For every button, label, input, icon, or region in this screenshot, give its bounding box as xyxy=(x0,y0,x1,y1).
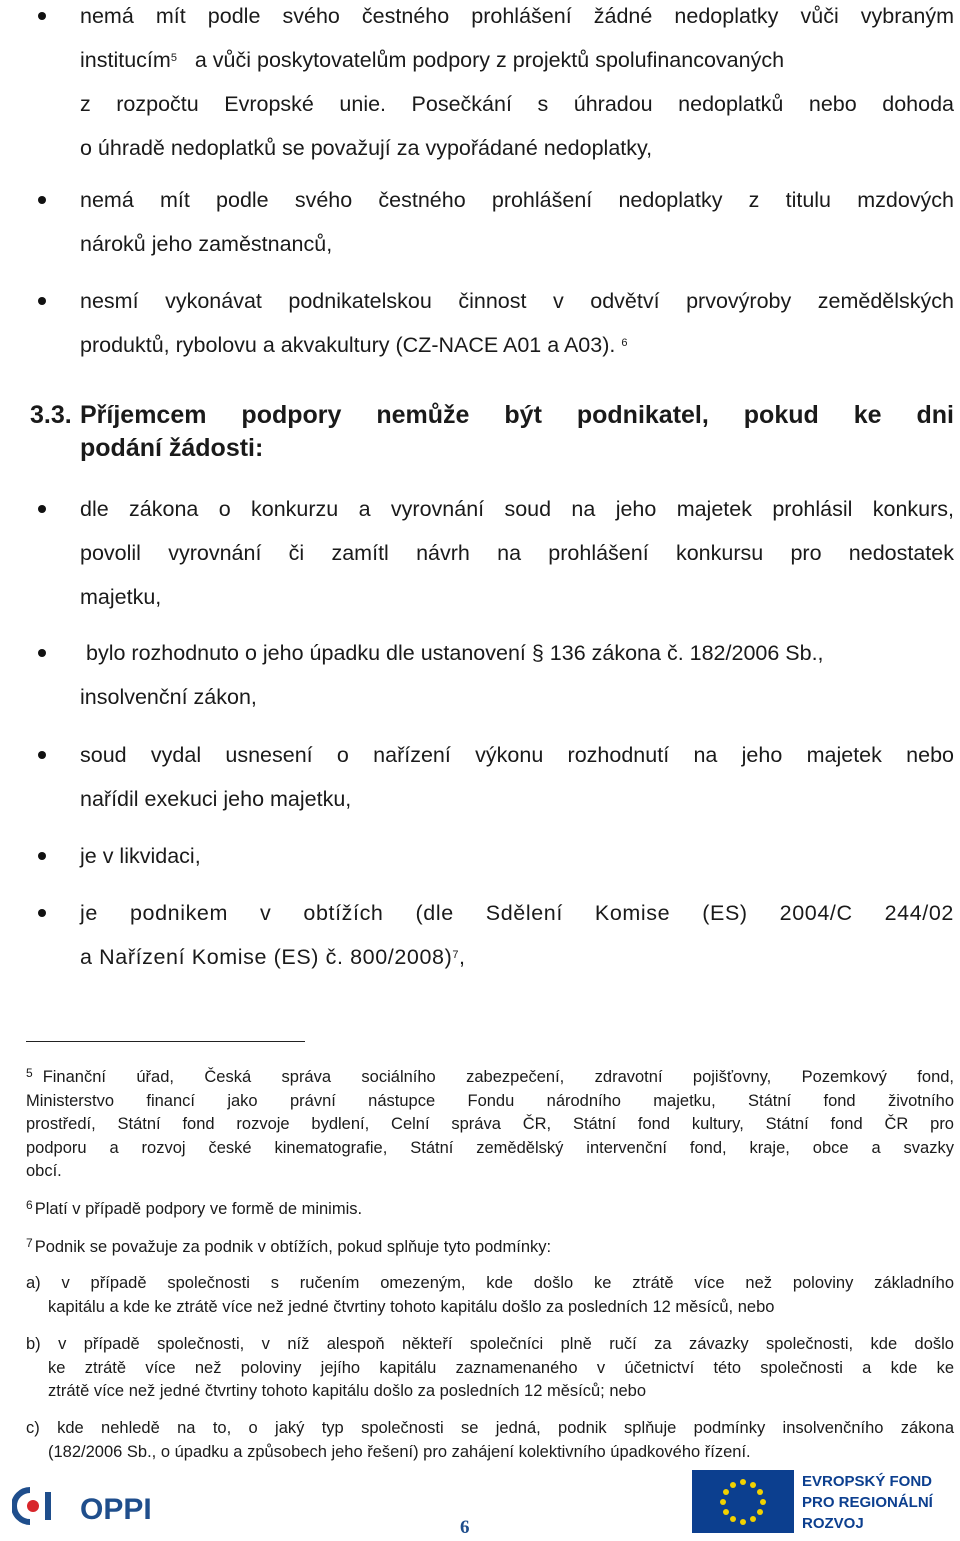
footnote-line: Ministerstvo financí jako právní nástupce Fondu národního majetku, Státní fond životního xyxy=(26,1091,954,1110)
footnote-line: obcí. xyxy=(26,1162,62,1180)
bullet-line: nařídil exekuci jeho majetku, xyxy=(80,787,352,811)
bullet-icon xyxy=(38,505,46,513)
bullet-line: dle zákona o konkurzu a vyrovnání soud na jeho majetek prohlásil konkurs, xyxy=(80,497,954,521)
bullet-line: bylo rozhodnuto o jeho úpadku dle ustanovení § 136 zákona č. 182/2006 Sb., xyxy=(86,641,824,665)
page-number: 6 xyxy=(460,1517,470,1538)
bullet-icon xyxy=(38,751,46,759)
bullet-item xyxy=(80,0,954,170)
bullet-item xyxy=(80,834,954,878)
footnote-line: podporu a rozvoj české kinematografie, Státní zemědělský intervenční fond, kraje, obce a svazky xyxy=(26,1138,954,1157)
eu-fund-line: PRO REGIONÁLNÍ xyxy=(802,1494,933,1511)
bullet-item xyxy=(80,733,954,821)
eu-fund-line: ROZVOJ xyxy=(802,1515,864,1532)
footnote-line: kapitálu a kde ke ztrátě více než jedné čtvrtiny tohoto kapitálu došlo za posledních 12 měsíců, nebo xyxy=(48,1297,775,1316)
heading-line: Příjemcem podpory nemůže být podnikatel, pokud ke dni xyxy=(80,401,954,429)
bullet-line: z rozpočtu Evropské unie. Posečkání s úhradou nedoplatků nebo dohoda xyxy=(80,92,954,116)
footnote-line: a) v případě společnosti s ručením omezeným, kde došlo ke ztrátě více než poloviny základního xyxy=(26,1274,954,1292)
bullet-item xyxy=(80,487,954,619)
heading-line: podání žádosti: xyxy=(80,434,264,462)
footnote-line: b) v případě společnosti, v níž alespoň někteří společníci plně ručí za závazky společnosti, kde došlo xyxy=(26,1335,954,1353)
bullet-icon xyxy=(38,909,46,917)
footnote-line: $^5$ Finanční úřad, Česká správa sociálního zabezpečení, zdravotní pojišťovny, Pozemkový fond, xyxy=(26,1066,954,1086)
footnote-item-a xyxy=(26,1272,954,1319)
bullet-icon xyxy=(38,196,46,204)
footnote-line: c) kde nehledě na to, o jaký typ společnosti se jedná, podnik splňuje podmínky insolvenčního zákona xyxy=(26,1419,954,1437)
footnote-line: $^6$ Platí v případě podpory ve formě de minimis. xyxy=(26,1198,363,1218)
bullet-icon xyxy=(38,297,46,305)
bullet-line: soud vydal usnesení o nařízení výkonu rozhodnutí na jeho majetek nebo xyxy=(80,743,954,767)
eu-fund-line: EVROPSKÝ FOND xyxy=(802,1473,933,1490)
section-number: 3.3. xyxy=(30,401,72,429)
footnote-6 xyxy=(26,1198,954,1222)
footnote-line: prostředí, Státní fond rozvoje bydlení, Celní správa ČR, Státní fond kultury, Státní fond ČR pro xyxy=(26,1115,954,1133)
footnote-ref: 5 xyxy=(170,52,177,64)
footnote-ref: 7 xyxy=(452,949,460,961)
bullet-item xyxy=(80,279,954,367)
bullet-item xyxy=(80,178,954,266)
bullet-icon xyxy=(38,852,46,860)
bullet-line: nesmí vykonávat podnikatelskou činnost v odvětví prvovýroby zemědělských xyxy=(80,289,954,313)
footnote-item-c xyxy=(26,1417,954,1464)
bullet-line: o úhradě nedoplatků se považují za vypořádané nedoplatky, xyxy=(80,136,653,160)
footnote-line: $^7$ Podnik se považuje za podnik v obtížích, pokud splňuje tyto podmínky: xyxy=(26,1236,552,1256)
bullet-line: institucím$^5$ a vůči poskytovatelům podpory z projektů spolufinancovaných xyxy=(80,48,785,72)
footnote-ref: 6 xyxy=(621,337,628,349)
bullet-line: je podnikem v obtížích (dle Sdělení Komise (ES) 2004/C 244/02 xyxy=(80,901,954,925)
footnote-7 xyxy=(26,1236,954,1260)
bullet-line: nároků jeho zaměstnanců, xyxy=(80,232,333,256)
bullet-line: povolil vyrovnání či zamítl návrh na prohlášení konkursu pro nedostatek xyxy=(80,541,954,565)
footnote-item-b xyxy=(26,1333,954,1404)
bullet-icon xyxy=(38,649,46,657)
bullet-line: insolvenční zákon, xyxy=(80,685,257,709)
bullet-item xyxy=(80,631,954,719)
footnote-line: ztrátě více než jedné čtvrtiny tohoto kapitálu došlo za posledních 12 měsíců; nebo xyxy=(48,1382,647,1400)
bullet-item xyxy=(80,891,954,979)
bullet-line: je v likvidaci, xyxy=(80,844,201,868)
footnote-line: (182/2006 Sb., o úpadku a způsobech jeho řešení) pro zahájení kolektivního úpadkového řízení. xyxy=(48,1442,751,1461)
section-heading xyxy=(30,399,954,465)
bullet-line: nemá mít podle svého čestného prohlášení nedoplatky z titulu mzdových xyxy=(80,188,954,212)
bullet-line: a Nařízení Komise (ES) č. 800/2008)$^7$, xyxy=(80,945,466,969)
bullet-line: majetku, xyxy=(80,585,162,609)
footnote-5 xyxy=(26,1066,954,1184)
bullet-line: produktů, rybolovu a akvakultury (CZ-NACE A01 a A03). $^6$ xyxy=(80,333,628,357)
footnote-separator xyxy=(26,1041,305,1042)
oppi-logo-text: OPPI xyxy=(80,1493,152,1526)
eu-fund-logo xyxy=(692,1470,956,1533)
bullet-icon xyxy=(38,12,46,20)
footnote-line: ke ztrátě více než poloviny jejího kapitálu zaznamenaného v účetnictví této společnosti a kde ke xyxy=(48,1358,954,1377)
oppi-logo xyxy=(12,1486,172,1526)
bullet-line: nemá mít podle svého čestného prohlášení žádné nedoplatky vůči vybraným xyxy=(80,4,954,28)
